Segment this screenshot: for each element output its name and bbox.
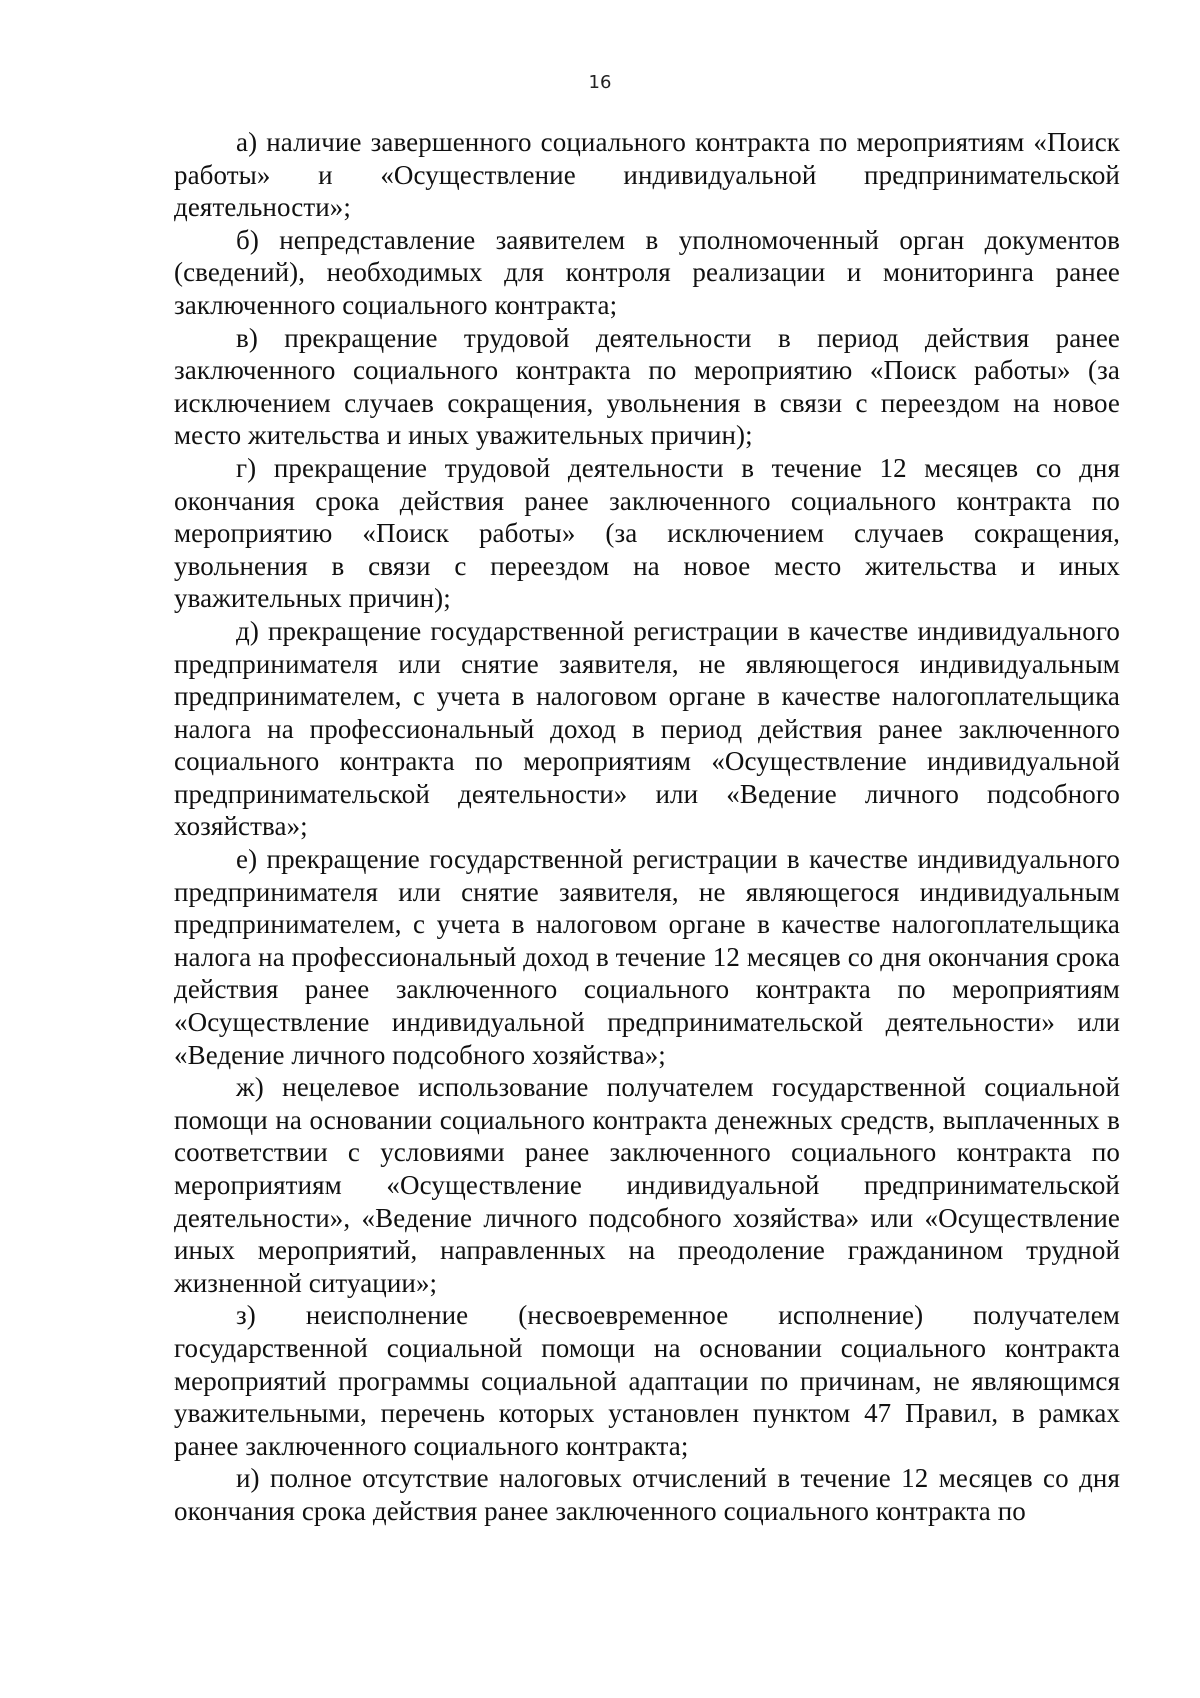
- paragraph-e: е) прекращение государственной регистрации в качестве индивидуального предпринимателя или снятие заявителя, не являющегося индивидуальным предпринимателем, с учета в налоговом органе в качестве налогоплательщика налога на профессиональный доход в течение 12 месяцев со дня окончания срока действия ранее заключенного социального контракта по мероприятиям «Осуществление индивидуальной предпринимательской деятельности» или «Ведение личного подсобного хозяйства»;: [174, 844, 1120, 1070]
- paragraph-v: в) прекращение трудовой деятельности в период действия ранее заключенного социального контракта по мероприятию «Поиск работы» (за исключением случаев сокращения, увольнения в связи с переездом на новое место жительства и иных уважительных причин);: [174, 322, 1120, 451]
- paragraph-a: а) наличие завершенного социального контракта по мероприятиям «Поиск работы» и «Осуществление индивидуальной предпринимательской деятельности»;: [174, 127, 1120, 223]
- paragraph-z: з) неисполнение (несвоевременное исполнение) получателем государственной социальной помощи на основании социального контракта мероприятий программы социальной адаптации по причинам, не являющимся уважительными, перечень которых установлен пунктом 47 Правил, в рамках ранее заключенного социального контракта;: [174, 1300, 1120, 1461]
- paragraph-zh: ж) нецелевое использование получателем государственной социальной помощи на основании социального контракта денежных средств, выплаченных в соответствии с условиями ранее заключенного социального контракта по мероприятиям «Осуществление индивидуальной предпринимательской деятельности», «Ведение личного подсобного хозяйства» или «Осуществление иных мероприятий, направленных на преодоление гражданином трудной жизненной ситуации»;: [174, 1072, 1120, 1298]
- paragraph-b: б) непредставление заявителем в уполномоченный орган документов (сведений), необходимых для контроля реализации и мониторинга ранее заключенного социального контракта;: [174, 224, 1120, 320]
- document-body: [174, 126, 1120, 1528]
- paragraph-g: г) прекращение трудовой деятельности в течение 12 месяцев со дня окончания срока действия ранее заключенного социального контракта по мероприятию «Поиск работы» (за исключением случаев сокращения, увольнения в связи с переездом на новое место жительства и иных уважительных причин);: [174, 452, 1120, 614]
- paragraph-d: д) прекращение государственной регистрации в качестве индивидуального предпринимателя или снятие заявителя, не являющегося индивидуальным предпринимателем, с учета в налоговом органе в качестве налогоплательщика налога на профессиональный доход в период действия ранее заключенного социального контракта по мероприятиям «Осуществление индивидуальной предпринимательской деятельности» или «Ведение личного подсобного хозяйства»;: [174, 615, 1120, 842]
- paragraph-i: и) полное отсутствие налоговых отчислений в течение 12 месяцев со дня окончания срока действия ранее заключенного социального контракта по: [174, 1463, 1120, 1526]
- page-number: 16: [588, 72, 612, 93]
